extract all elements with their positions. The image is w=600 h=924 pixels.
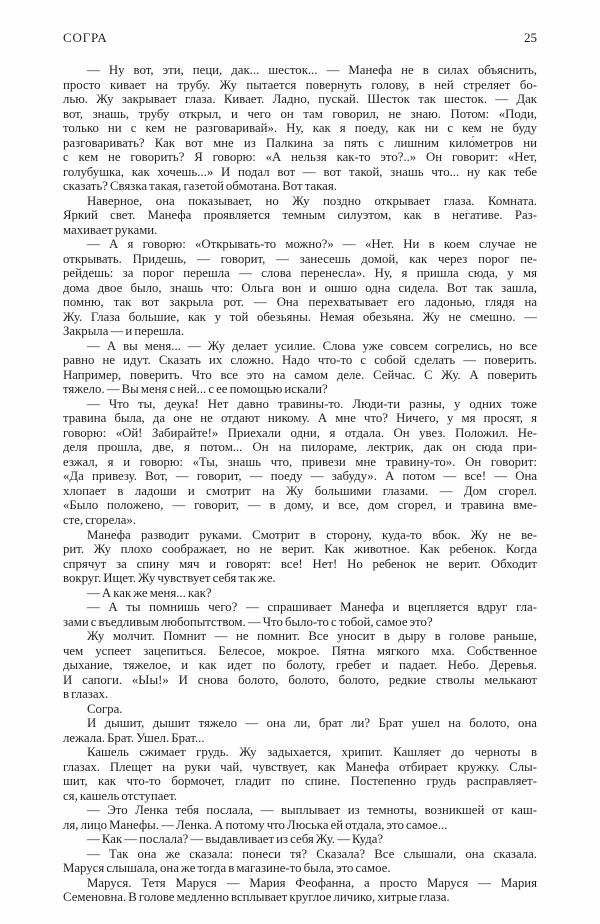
paragraph	[63, 876, 537, 905]
text-line: Семеновна. В голове медленно всплывает круглое личико, хитрые глаза.	[63, 890, 450, 905]
text-line: открывать. Придешь, — говорит, — занесешь домой, как через порог пе-	[63, 251, 537, 266]
text-line: — А я говорю: «Открывать-то можно?» — «Нет. Ни в коем случае не	[87, 237, 537, 252]
paragraph	[63, 397, 537, 528]
text-line: — А вы меня... — Жу делает усилие. Слова уже совсем согрелись, но все	[87, 338, 537, 353]
paragraph	[63, 702, 537, 717]
text-line: «Было положено, — говорит, — в дому, и все, дом сгорел, и травина вме-	[63, 498, 537, 513]
paragraph	[63, 63, 537, 194]
text-line: — Так она же сказала: понеси тя? Сказала? Все слышали, она сказала.	[87, 846, 537, 861]
text-line: говорю: «Ой! Забирайте!» Приехали одни, я отдала. Он увез. Положил. Не-	[63, 425, 537, 440]
text-line: помню, так вот закрыла рот. — Она перехватывает его ладонью, глядя на	[63, 295, 537, 310]
text-line: Закрыла — и перешла.	[63, 324, 185, 339]
text-line: деля прошла, две, я потом... Он на пилораме, лектрик, дак он сюда при-	[63, 440, 537, 455]
text-line: Наверное, она показывает, но Жу поздно открывает глаза. Комната.	[87, 193, 537, 208]
paragraph	[63, 586, 537, 601]
text-line: — А как же меня... как?	[87, 585, 212, 600]
paragraph	[63, 716, 537, 745]
paragraph	[63, 803, 537, 832]
text-line: Маруся. Тетя Маруся — Мария Феофанна, а просто Маруся — Мария	[87, 875, 537, 890]
text-line: Жу молчит. Помнит — не помнит. Все уносит в дыру в голове раньше,	[87, 629, 537, 644]
paragraph	[63, 629, 537, 702]
text-line: Яркий свет. Манефа проявляется темным силуэтом, как в негативе. Раз-	[63, 208, 537, 223]
text-line: — Это Ленка тебя послала, — выплывает из темноты, возникшей от каш-	[87, 803, 537, 818]
text-line: езжал, я и говорю: «Ты, знашь что, привези мне травину-то». Он говорит:	[63, 454, 537, 469]
text-line: с кем не говорить? Я говорю: «А нельзя как-то это?..» Он говорит: «Нет,	[63, 150, 537, 165]
text-line: дыхание, тяжелое, и как идет по болоту, гребет и падает. Небо. Деревья.	[63, 658, 537, 673]
text-line: голубушка, как хочешь...» И подал вот — вот такой, знашь что... ну как тебе	[63, 164, 537, 179]
text-line: хлопает в ладоши и смотрит на Жу большими глазами. — Дом сгорел.	[63, 483, 537, 498]
running-header	[63, 31, 537, 45]
text-line: в глазах.	[63, 687, 109, 702]
text-line: — Что ты, деука! Нет давно травины-то. Люди-ти разны, у одних тоже	[87, 396, 537, 411]
text-line: Жу. Глаза большие, как у той обезьяны. Немая обезьяна. Жу не смешно. —	[63, 309, 537, 324]
text-line: Например, поверить. Что все это на самом деле. Сейчас. С Жу. А поверить	[63, 367, 537, 382]
text-line: И дышит, дышит тяжело — она ли, брат ли? Брат ушел на болото, она	[87, 716, 537, 731]
text-line: — А ты помнишь чего? — спрашивает Манефа и вцепляется вдруг гла-	[87, 600, 537, 615]
paragraph	[63, 847, 537, 876]
text-line: шит, как что-то бормочет, гладит по спине. Постепенно грудь расправляет-	[63, 774, 537, 789]
text-line: глазах. Плещет на руки чай, чувствует, как Манефа отбирает кружку. Слы-	[63, 759, 537, 774]
text-line: травина была, да оне не отдают никому. А мне что? Ничего, у мя просят, я	[63, 411, 537, 426]
text-line: ся, кашель отступает.	[63, 788, 177, 803]
paragraph	[63, 832, 537, 847]
text-line: Манефа разводит руками. Смотрит в сторону, куда-то вбок. Жу не ве-	[87, 527, 537, 542]
text-line: тяжело. — Вы меня с ней... с ее помощью искали?	[63, 382, 328, 397]
text-line: рейдешь: за порог перешла — слова перенесла». Ну, я пришла сюда, у мя	[63, 266, 537, 281]
text-line: сте, сгорела».	[63, 512, 137, 527]
text-line: ля, лицо Манефы. — Ленка. А потому что Люська ей отдала, это самое...	[63, 817, 448, 832]
text-line: просто кивает на трубу. Жу пытается повернуть голову, в ней стреляет бо-	[63, 77, 537, 92]
text-line: Маруся слышала, она же тогда в магазине-то была, это самое.	[63, 861, 391, 876]
text-line: лежала. Брат. Ушел. Брат...	[63, 730, 205, 745]
paragraph	[63, 600, 537, 629]
text-line: махивает руками.	[63, 222, 158, 237]
text-line: зами с въедливым любопытством. — Что было-то с тобой, самое это?	[63, 614, 433, 629]
text-line: — Как — послала? — выдавливает из себя Жу. — Куда?	[87, 832, 384, 847]
text-line: равно не идут. Сказать их сложно. Надо что-то с собой сделать — поверить.	[63, 353, 537, 368]
text-line: спрячут за спину мяч и говорят: все! Нет! Но ребенок не верит. Обходит	[63, 556, 537, 571]
text-line: сказать? Связка такая, газетой обмотана. Вот такая.	[63, 179, 337, 194]
paragraph	[63, 745, 537, 803]
paragraph	[63, 194, 537, 238]
text-line: чем успеет зацепиться. Белесое, мокрое. Пятна мягкого мха. Собственное	[63, 643, 537, 658]
paragraph	[63, 339, 537, 397]
text-line: только ни с кем не разговаривай». Ну, как я поеду, как ни с кем не буду	[63, 121, 537, 136]
text-line: лью. Жу закрывает глаза. Кивает. Ладно, пускай. Шесток так шесток. — Дак	[63, 92, 537, 107]
text-line: «Да привезу. Вот, — говорит, — поеду — забуду». А потом — все! — Она	[63, 469, 537, 484]
text-line: вокруг. Ищет. Жу чувствует себя так же.	[63, 571, 276, 586]
running-header-title: СОГРА	[63, 30, 108, 45]
text-line: — Ну вот, эти, пеци, дак... шесток... — Манефа не в силах объяснить,	[87, 63, 537, 77]
text-line: И сапоги. «Ыы!» И снова болото, болото, болото, редкие стволы мелькают	[63, 672, 537, 687]
text-line: разговаривать? Как вот мне из Палкина за пять с лишним кило́метров ни	[63, 135, 537, 150]
paragraph	[63, 528, 537, 586]
text-line: Согра.	[87, 701, 123, 716]
text-line: вот, знашь, трубу открыл, и чего он там говорил, не знаю. Потом: «Поди,	[63, 106, 537, 121]
page-body	[63, 63, 537, 905]
text-line: рит. Жу плохо соображает, но не верит. Как животное. Как ребенок. Когда	[63, 542, 537, 557]
page-number: 25	[524, 30, 537, 45]
paragraph	[63, 237, 537, 339]
text-line: дома двое было, знашь что: Ольга вон и ошшо одна сидела. Вот так зашла,	[63, 280, 537, 295]
text-line: Кашель сжимает грудь. Жу задыхается, хрипит. Кашляет до черноты в	[87, 745, 537, 760]
